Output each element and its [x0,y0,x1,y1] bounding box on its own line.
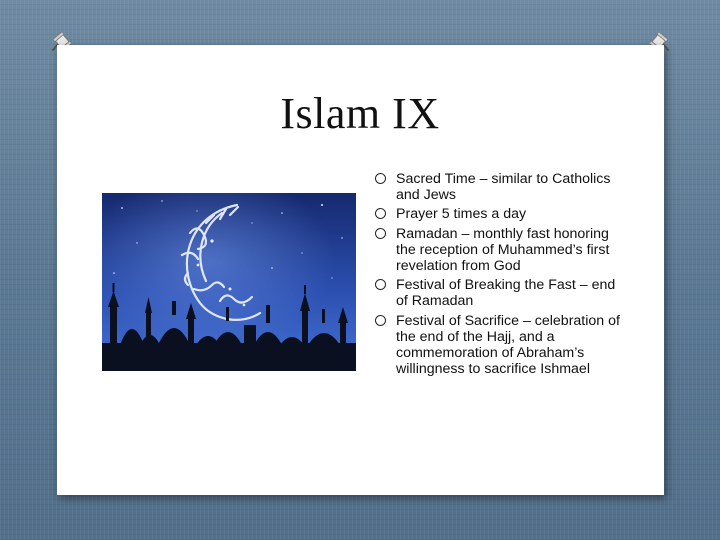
bullet-text: Festival of Breaking the Fast – end of Ramadan [396,277,616,310]
ramadan-crescent-image [102,193,356,371]
hollow-circle-bullet-icon [375,173,386,184]
list-item [375,206,625,222]
hollow-circle-bullet-icon [375,279,386,290]
bullet-text: Festival of Sacrifice – celebration of the end of the Hajj, and a commemoration of Abraham’s willingness to sacrifice Ishmael [396,312,620,378]
list-item [375,171,625,203]
list-item [375,226,625,275]
bullet-list [375,171,625,380]
list-item [375,313,625,378]
hollow-circle-bullet-icon [375,208,386,219]
hollow-circle-bullet-icon [375,228,386,239]
bullet-text: Prayer 5 times a day [396,206,527,223]
bullet-text: Ramadan – monthly fast honoring the reception of Muhammed’s first revelation from God [396,225,610,275]
slide-title [0,88,720,139]
hollow-circle-bullet-icon [375,315,386,326]
bullet-text: Sacred Time – similar to Catholics and Jews [396,171,611,204]
slide-title-text: Islam IX [280,89,440,138]
list-item [375,277,625,309]
